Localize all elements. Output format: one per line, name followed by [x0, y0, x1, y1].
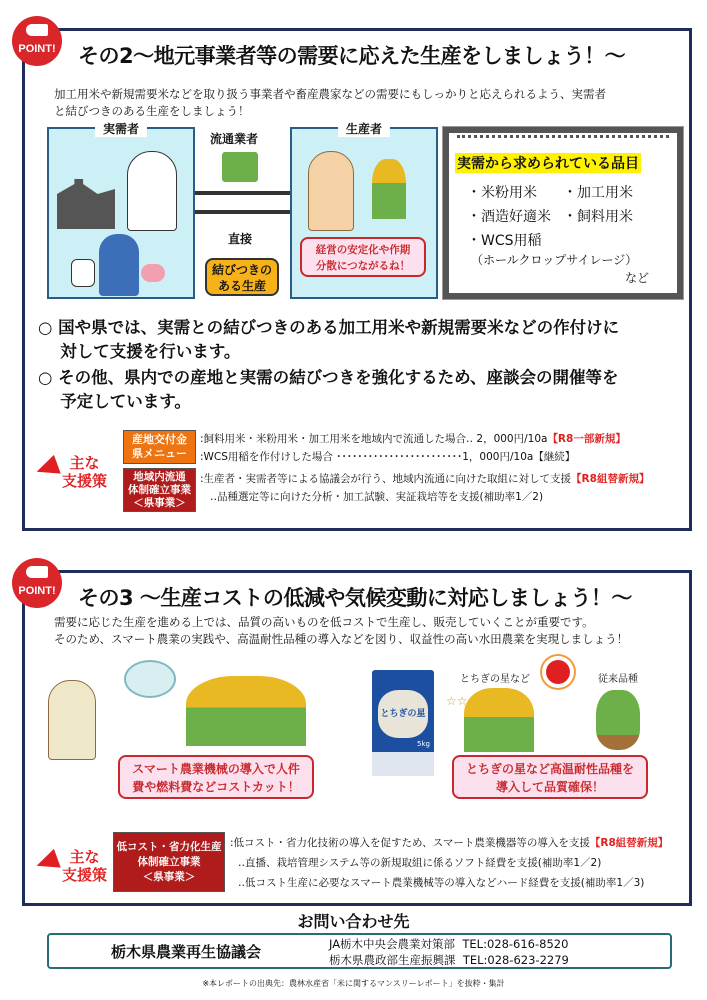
section3-title: その3 ～生産コストの低減や気候変動に対応しましょう！～: [78, 586, 632, 610]
pointing-hand-icon: [26, 24, 48, 36]
tag-local-distribution: 地域内流通 体制確立事業 ＜県事業＞: [123, 468, 196, 512]
truck-icon: [222, 152, 258, 182]
drone-icon: [124, 660, 176, 698]
footnote: ※本レポートの出典先：農林水産省「米に関するマンスリーレポート」を抜粋・集計: [202, 979, 505, 988]
old-variety-rice-icon: [596, 690, 640, 750]
contact-org: 栃木県農業再生協議会: [111, 943, 262, 961]
factory-icon: [57, 179, 115, 229]
distributor-label: 流通業者: [210, 132, 259, 146]
farmer-icon: [308, 151, 354, 231]
bullet-2: ○ その他、県内での産地と実需の結びつきを強化するため、座談会の開催等を 予定しています。: [38, 368, 619, 411]
section3-intro: 需要に応じた生産を進める上では、品質の高いものを低コストで生産し、販売していくことが重要です。 そのため、スマート農業の実践や、高温耐性品種の導入などを図り、収益性の高い水田農業を実現しましょう！: [54, 615, 629, 646]
handshake-distributor-icon: [195, 191, 290, 195]
tag-low-cost: 低コスト・省力化生産 体制確立事業 ＜県事業＞: [113, 832, 225, 892]
support-line: :飼料用米・米粉用米・加工用米を地域内で流通した場合‥ 2，000円/10a【R8一部新規】: [200, 433, 626, 445]
stars-icon: ☆☆: [446, 694, 468, 708]
cow-icon: [71, 259, 95, 287]
bullet-1: ○ 国や県では、実需との結びつきのある加工用米や新規需要米などの作付けに 対して支援を行います。: [38, 318, 620, 361]
producer-panel: 生産者 経営の安定化や作期 分散につながるね！: [290, 127, 438, 299]
rice-field-icon: [186, 676, 306, 746]
old-variety-label: 従来品種: [598, 674, 638, 685]
support-label: 主な 支援策: [62, 848, 108, 884]
demand-items-notebook: 実需から求められている品目 ・米粉用米 ・加工用米 ・酒造好適米 ・飼料用米 ・WCS用稲 （ホールクロップサイレージ） など: [443, 127, 683, 299]
tag-area-subsidy: 産地交付金 県メニュー: [123, 430, 196, 464]
item: ・飼料用米: [563, 209, 633, 225]
pig-icon: [141, 264, 165, 282]
support-line: ‥低コスト生産に必要なスマート農業機械等の導入などハード経費を支援(補助率1／3): [238, 877, 645, 889]
worker-icon: [127, 151, 177, 231]
support-line: :WCS用稲を作付けした場合 ････････････････････････1，000円/10a【継続】: [200, 451, 576, 463]
item: ・米粉用米: [467, 185, 537, 201]
farmer-livestock-icon: [99, 234, 139, 296]
contact-heading: お問い合わせ先: [297, 912, 410, 931]
sun-icon: [546, 660, 570, 684]
direct-label: 直接: [228, 232, 253, 246]
farmer-remote-icon: [48, 680, 96, 760]
rice-plant-icon: [372, 159, 406, 219]
contact-box: [47, 933, 672, 969]
point-badge: POINT!: [12, 16, 62, 66]
contact-line: 栃木県農政部生産振興課 TEL:028-623-2279: [329, 953, 569, 967]
variety-label: とちぎの星など: [460, 674, 530, 685]
section2-title: その2～地元事業者等の需要に応えた生産をしましょう！～: [78, 44, 626, 68]
pointing-hand-icon: [26, 566, 48, 578]
item: ・酒造好適米: [467, 209, 551, 225]
item: ・WCS用稲: [467, 233, 542, 249]
support-line: ‥直播、栽培管理システム等の新規取組に係るソフト経費を支援(補助率1／2): [238, 857, 602, 869]
contact-line: JA栃木中央会農業対策部 TEL:028-616-8520: [329, 937, 569, 951]
rice-bag-icon: とちぎの星 5kg: [372, 670, 434, 776]
item: ・加工用米: [563, 185, 633, 201]
support-line: :生産者・実需者等による協議会が行う、地域内流通に向けた取組に対して支援【R8組替新規】: [200, 473, 650, 485]
demand-panel: 実需者: [47, 127, 195, 299]
section2-intro: 加工用米や新規需要米などを取り扱う事業者や畜産農家などの需要にもしっかりと応えられるよう、実需者 と結びつきのある生産をしましょう！: [54, 87, 606, 118]
support-label: 主な 支援策: [62, 454, 108, 490]
link-badge: 結びつきの ある生産: [205, 258, 279, 296]
heat-tolerant-bubble: とちぎの星など高温耐性品種を 導入して品質確保！: [452, 755, 648, 799]
notebook-rings: [457, 135, 669, 143]
producer-bubble: 経営の安定化や作期 分散につながるね！: [300, 237, 426, 277]
heat-tolerant-rice-icon: [464, 688, 534, 752]
support-line: ‥品種選定等に向けた分析・加工試験、実証栽培等を支援(補助率1／2): [210, 491, 544, 503]
support-line: :低コスト・省力化技術の導入を促すため、スマート農業機器等の導入を支援【R8組替新規】: [230, 837, 669, 849]
smart-farming-bubble: スマート農業機械の導入で人件 費や燃料費などコストカット！: [118, 755, 314, 799]
point-badge: POINT!: [12, 558, 62, 608]
handshake-direct-icon: [195, 210, 290, 214]
